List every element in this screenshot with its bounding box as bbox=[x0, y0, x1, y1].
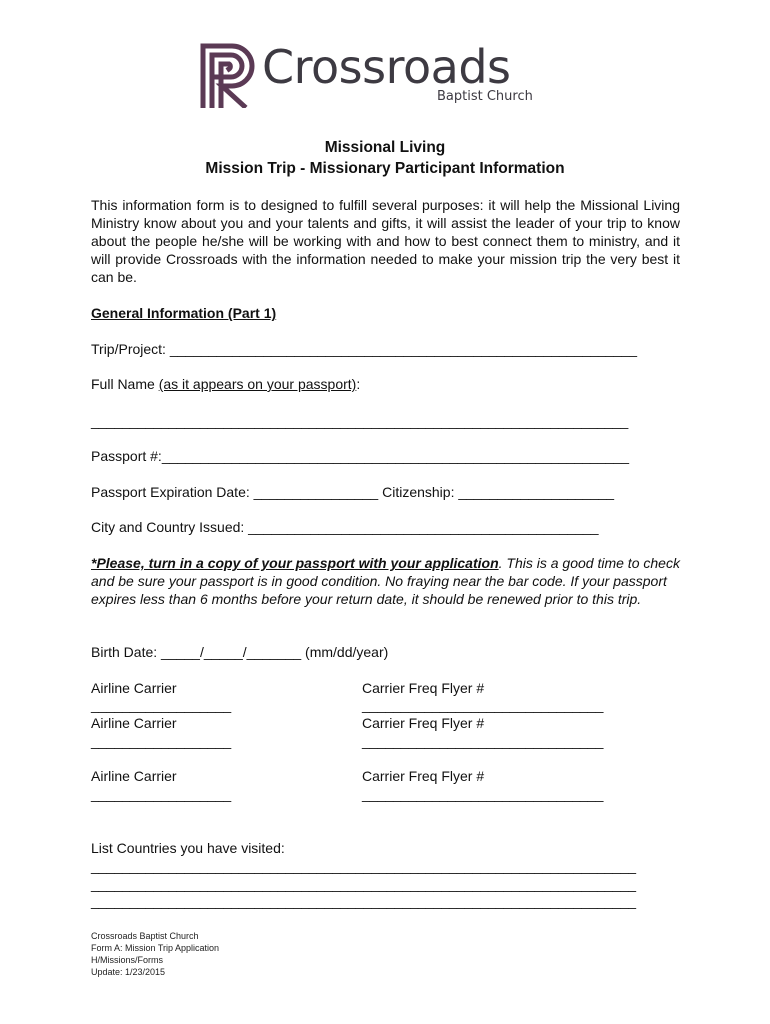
passport-note-text: . This is a good time to check and be sure your passport is in good condition. No fraying near the bar code. If your passport expires less than 6 months before your return date, it should be renewed prior to this trip. bbox=[91, 555, 680, 607]
document-footer bbox=[91, 930, 219, 978]
intro-paragraph: This information form is to designed to fulfill several purposes: it will help the Missional Living Ministry know about you and your talents and gifts, it will assist the leader of your trip to know about the people he/she will be working with and how to best connect them to ministry, and it will provide Crossroads with the information needed to make your mission trip the very best it can be. bbox=[91, 197, 680, 285]
countries-line: ______________________________________________________________________ bbox=[91, 876, 637, 892]
logo-wordmark: Crossroads bbox=[262, 40, 511, 94]
freq-flyer-label: Carrier Freq Flyer # bbox=[362, 715, 485, 731]
airline-carrier-line: __________________ bbox=[91, 786, 232, 802]
footer-line: Form A: Mission Trip Application bbox=[91, 943, 220, 953]
freq-flyer-line: _______________________________ bbox=[362, 786, 604, 802]
birth-date-field: Birth Date: _____/_____/_______ (mm/dd/year) bbox=[91, 644, 389, 660]
city-country-issued-field: City and Country Issued: _____________________________________________ bbox=[91, 519, 599, 535]
freq-flyer-label: Carrier Freq Flyer # bbox=[362, 680, 485, 696]
full-name-line: _____________________________________________________________________ bbox=[91, 413, 629, 429]
passport-expiration-field: Passport Expiration Date: ________________ Citizenship: ____________________ bbox=[91, 484, 615, 500]
countries-visited-label: List Countries you have visited: bbox=[91, 840, 285, 856]
freq-flyer-line: _______________________________ bbox=[362, 733, 604, 749]
section-heading: General Information (Part 1) bbox=[91, 305, 277, 321]
airline-carrier-label: Airline Carrier bbox=[91, 768, 177, 784]
footer-line: Crossroads Baptist Church bbox=[91, 931, 199, 941]
airline-carrier-line: __________________ bbox=[91, 733, 232, 749]
countries-line: ______________________________________________________________________ bbox=[91, 893, 637, 909]
document-subtitle: Mission Trip - Missionary Participant Information bbox=[205, 160, 565, 177]
logo-subtitle: Baptist Church bbox=[437, 89, 533, 104]
freq-flyer-label: Carrier Freq Flyer # bbox=[362, 768, 485, 784]
airline-carrier-label: Airline Carrier bbox=[91, 715, 177, 731]
passport-note bbox=[91, 554, 681, 608]
freq-flyer-line: _______________________________ bbox=[362, 697, 604, 713]
document-title: Missional Living bbox=[324, 139, 446, 156]
crossroads-logo-mark-icon bbox=[200, 40, 260, 108]
passport-note-emphasis: *Please, turn in a copy of your passport with your application bbox=[91, 555, 499, 571]
footer-line: Update: 1/23/2015 bbox=[91, 967, 166, 977]
full-name-label: Full Name bbox=[91, 376, 159, 392]
church-logo bbox=[200, 40, 540, 110]
countries-line: ______________________________________________________________________ bbox=[91, 858, 637, 874]
airline-carrier-label: Airline Carrier bbox=[91, 680, 177, 696]
full-name-colon: : bbox=[356, 376, 361, 392]
footer-line: H/Missions/Forms bbox=[91, 955, 164, 965]
airline-carrier-line: __________________ bbox=[91, 697, 232, 713]
trip-project-field: Trip/Project: ____________________________________________________________ bbox=[91, 341, 637, 357]
full-name-note: (as it appears on your passport) bbox=[158, 376, 357, 392]
full-name-field bbox=[91, 376, 360, 392]
passport-number-field: Passport #:____________________________________________________________ bbox=[91, 448, 629, 464]
